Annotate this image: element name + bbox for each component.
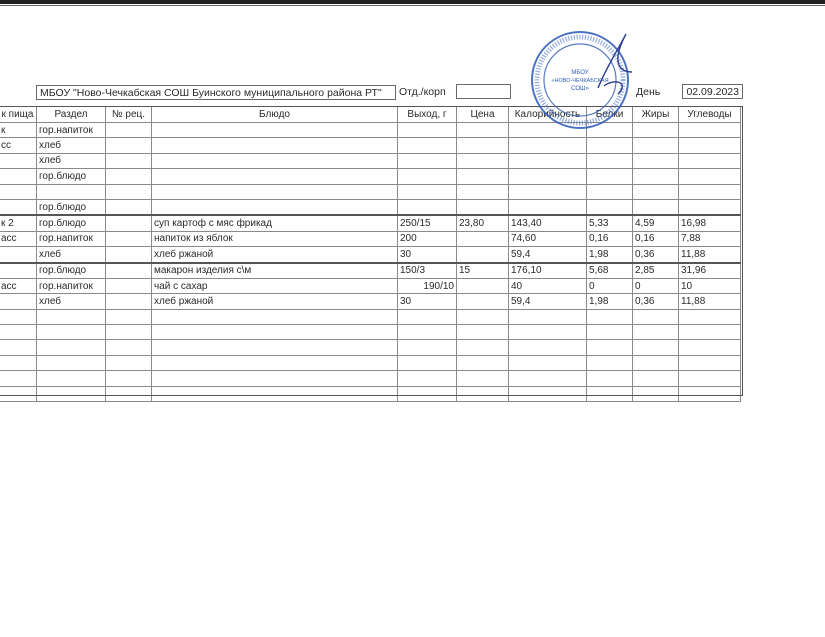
table-cell[interactable] [398,386,457,401]
table-cell[interactable]: 5,33 [587,215,633,231]
table-cell[interactable]: хлеб [37,247,106,263]
table-cell[interactable]: 0,36 [633,294,679,309]
table-cell[interactable] [587,325,633,340]
table-cell[interactable] [587,340,633,355]
table-cell[interactable] [37,340,106,355]
table-cell[interactable] [106,153,152,168]
table-row [0,340,741,355]
table-cell[interactable]: 40 [509,278,587,293]
table-cell[interactable] [457,199,509,215]
table-cell[interactable] [0,340,37,355]
table-cell[interactable]: хлеб [37,153,106,168]
table-cell[interactable] [633,184,679,199]
table-cell[interactable]: 11,88 [679,247,741,263]
table-cell[interactable] [457,123,509,138]
table-cell[interactable] [679,184,741,199]
stamp-line-3: СОШ» [571,86,589,92]
table-row [0,355,741,370]
column-header: Калорийность [509,107,587,123]
table-cell[interactable] [587,184,633,199]
table-cell[interactable] [457,231,509,246]
table-cell[interactable] [152,355,398,370]
table-cell[interactable] [587,199,633,215]
table-cell[interactable]: 31,96 [679,263,741,279]
table-cell[interactable] [152,309,398,324]
table-cell[interactable] [457,371,509,386]
table-row [0,309,741,324]
table-cell[interactable] [106,309,152,324]
table-cell[interactable] [152,386,398,401]
table-cell[interactable]: суп картоф с мяс фрикад [152,215,398,231]
table-cell[interactable]: к 2 [0,215,37,231]
table-cell[interactable]: 4,59 [633,215,679,231]
table-cell[interactable]: 11,88 [679,294,741,309]
top-border [0,0,825,4]
table-row [0,278,741,293]
table-cell[interactable]: чай с сахар [152,278,398,293]
dept-field[interactable] [456,84,511,99]
table-cell[interactable] [633,325,679,340]
menu-table [0,106,741,402]
table-row [0,263,741,279]
table-cell[interactable]: макарон изделия с\м [152,263,398,279]
table-cell[interactable] [106,169,152,184]
table-cell[interactable]: 176,10 [509,263,587,279]
table-cell[interactable] [509,325,587,340]
table-cell[interactable] [633,386,679,401]
table-cell[interactable] [152,153,398,168]
table-cell[interactable] [679,355,741,370]
table-cell[interactable]: 0,36 [633,247,679,263]
table-cell[interactable] [106,199,152,215]
table-cell[interactable]: хлеб [37,294,106,309]
table-cell[interactable]: гор.напиток [37,278,106,293]
table-cell[interactable] [509,199,587,215]
table-row [0,169,741,184]
table-cell[interactable] [457,386,509,401]
table-cell[interactable] [457,355,509,370]
table-cell[interactable] [633,340,679,355]
column-header: Цена [457,107,509,123]
table-row [0,215,741,231]
table-cell[interactable]: 0 [633,278,679,293]
table-cell[interactable] [509,371,587,386]
table-cell[interactable] [37,184,106,199]
table-cell[interactable]: 23,80 [457,215,509,231]
day-label: День [636,86,661,98]
table-cell[interactable] [457,184,509,199]
table-cell[interactable] [457,309,509,324]
table-cell[interactable] [509,138,587,153]
table-row [0,386,741,401]
table-cell[interactable]: хлеб ржаной [152,247,398,263]
table-cell[interactable] [633,123,679,138]
table-cell[interactable]: 0,16 [633,231,679,246]
table-cell[interactable] [457,169,509,184]
table-cell[interactable] [152,199,398,215]
table-cell[interactable] [679,169,741,184]
table-cell[interactable] [587,309,633,324]
table-cell[interactable]: сс [0,138,37,153]
table-cell[interactable] [679,309,741,324]
table-cell[interactable] [398,184,457,199]
table-cell[interactable] [37,325,106,340]
table-cell[interactable] [106,371,152,386]
table-cell[interactable] [587,371,633,386]
column-header: Блюдо [152,107,398,123]
table-cell[interactable]: 0 [587,278,633,293]
table-cell[interactable]: гор.напиток [37,123,106,138]
table-cell[interactable] [398,123,457,138]
table-cell[interactable]: 190/10 [398,278,457,293]
table-cell[interactable]: асс [0,278,37,293]
table-cell[interactable] [106,263,152,279]
table-cell[interactable] [457,340,509,355]
table-cell[interactable]: 15 [457,263,509,279]
table-row [0,231,741,246]
table-cell[interactable] [509,386,587,401]
table-cell[interactable]: 1,98 [587,247,633,263]
table-cell[interactable] [679,153,741,168]
table-cell[interactable]: 250/15 [398,215,457,231]
table-cell[interactable] [509,309,587,324]
table-cell[interactable] [106,355,152,370]
table-cell[interactable]: хлеб ржаной [152,294,398,309]
table-cell[interactable] [152,371,398,386]
column-header: № рец. [106,107,152,123]
table-cell[interactable]: 143,40 [509,215,587,231]
table-cell[interactable] [0,309,37,324]
table-cell[interactable] [152,123,398,138]
table-cell[interactable] [398,153,457,168]
table-cell[interactable] [106,231,152,246]
table-cell[interactable] [457,294,509,309]
table-row [0,247,741,263]
table-cell[interactable]: 59,4 [509,294,587,309]
table-cell[interactable] [509,340,587,355]
table-cell[interactable] [106,340,152,355]
table-cell[interactable] [633,371,679,386]
table-cell[interactable]: хлеб [37,138,106,153]
table-cell[interactable] [509,153,587,168]
table-cell[interactable] [587,138,633,153]
table-cell[interactable] [587,153,633,168]
table-cell[interactable] [398,340,457,355]
table-row [0,153,741,168]
table-cell[interactable]: асс [0,231,37,246]
table-cell[interactable] [0,355,37,370]
date-field[interactable]: 02.09.2023 [682,84,743,99]
school-stamp-seal [528,28,632,132]
table-cell[interactable] [0,386,37,401]
table-cell[interactable] [679,199,741,215]
table-cell[interactable] [457,278,509,293]
table-cell[interactable]: гор.блюдо [37,263,106,279]
table-cell[interactable] [106,325,152,340]
table-cell[interactable] [457,247,509,263]
table-cell[interactable]: 1,98 [587,294,633,309]
school-name-field[interactable]: МБОУ "Ново-Чечкабская СОШ Буинского муниципального района РТ" [36,85,396,100]
table-cell[interactable] [152,169,398,184]
table-cell[interactable]: 150/3 [398,263,457,279]
table-cell[interactable] [37,386,106,401]
table-cell[interactable]: 30 [398,294,457,309]
column-header: Раздел [37,107,106,123]
table-row [0,138,741,153]
table-cell[interactable] [457,325,509,340]
table-cell[interactable] [633,153,679,168]
table-cell[interactable] [398,325,457,340]
table-cell[interactable] [509,355,587,370]
table-row [0,294,741,309]
table-cell[interactable] [0,153,37,168]
column-header: к пища [0,107,37,123]
table-cell[interactable] [0,184,37,199]
table-cell[interactable] [509,169,587,184]
table-cell[interactable] [152,138,398,153]
table-cell[interactable] [587,169,633,184]
table-cell[interactable] [398,355,457,370]
table-cell[interactable] [0,294,37,309]
top-border-thin [0,5,825,6]
table-cell[interactable] [106,278,152,293]
table-cell[interactable]: 7,88 [679,231,741,246]
table-cell[interactable]: 2,85 [633,263,679,279]
table-cell[interactable] [679,340,741,355]
table-cell[interactable] [457,138,509,153]
table-cell[interactable] [0,247,37,263]
table-cell[interactable]: гор.напиток [37,231,106,246]
table-cell[interactable] [106,386,152,401]
table-cell[interactable] [106,184,152,199]
table-row [0,199,741,215]
table-cell[interactable] [152,325,398,340]
table-cell[interactable] [679,386,741,401]
table-row [0,184,741,199]
table-cell[interactable] [106,138,152,153]
table-cell[interactable] [587,355,633,370]
table-cell[interactable] [587,386,633,401]
dept-label: Отд./корп [399,86,446,98]
table-cell[interactable]: к [0,123,37,138]
table-cell[interactable]: 74,60 [509,231,587,246]
table-cell[interactable] [679,371,741,386]
table-cell[interactable] [679,138,741,153]
table-cell[interactable] [0,325,37,340]
table-cell[interactable] [0,169,37,184]
table-cell[interactable] [633,169,679,184]
table-cell[interactable] [633,309,679,324]
table-cell[interactable] [633,355,679,370]
table-cell[interactable]: 200 [398,231,457,246]
table-cell[interactable] [679,123,741,138]
table-cell[interactable] [37,371,106,386]
table-cell[interactable] [0,371,37,386]
table-cell[interactable] [106,123,152,138]
table-cell[interactable]: 16,98 [679,215,741,231]
table-cell[interactable] [398,309,457,324]
table-cell[interactable]: 5,68 [587,263,633,279]
table-cell[interactable]: 10 [679,278,741,293]
stamp-line-2: «НОВО-ЧЕЧКАБСКАЯ [551,78,609,84]
table-cell[interactable] [457,153,509,168]
table-row [0,325,741,340]
table-cell[interactable] [633,138,679,153]
column-header: Углеводы [679,107,741,123]
table-cell[interactable] [0,199,37,215]
table-cell[interactable] [106,247,152,263]
table-cell[interactable] [0,263,37,279]
table-row [0,371,741,386]
table-cell[interactable]: гор.блюдо [37,169,106,184]
table-cell[interactable] [37,355,106,370]
table-cell[interactable] [679,325,741,340]
table-cell[interactable] [37,309,106,324]
table-cell[interactable] [398,199,457,215]
table-cell[interactable] [398,169,457,184]
table-cell[interactable] [106,294,152,309]
table-cell[interactable]: 59,4 [509,247,587,263]
table-cell[interactable]: 0,16 [587,231,633,246]
table-cell[interactable] [152,340,398,355]
table-cell[interactable] [106,215,152,231]
table-cell[interactable]: гор.блюдо [37,215,106,231]
column-header: Белки [587,107,633,123]
table-cell[interactable]: 30 [398,247,457,263]
table-cell[interactable] [633,199,679,215]
column-header: Жиры [633,107,679,123]
table-cell[interactable] [398,138,457,153]
stamp-line-1: МБОУ [571,70,589,76]
column-header: Выход, г [398,107,457,123]
table-cell[interactable]: напиток из яблок [152,231,398,246]
table-cell[interactable]: гор.блюдо [37,199,106,215]
table-cell[interactable] [509,184,587,199]
table-cell[interactable] [398,371,457,386]
table-cell[interactable] [152,184,398,199]
